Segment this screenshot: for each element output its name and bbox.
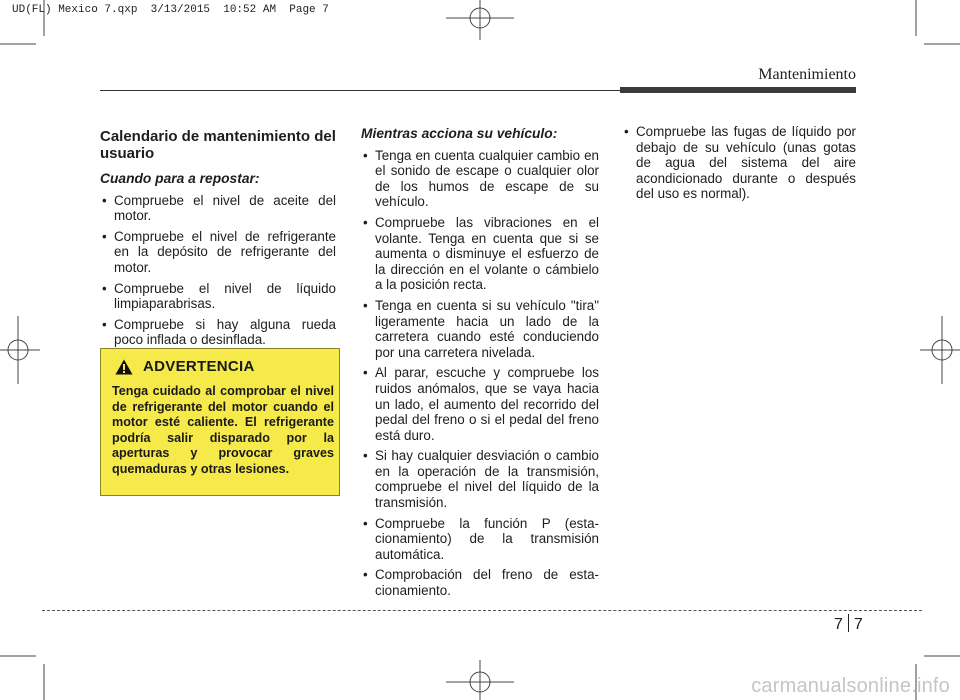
page-number-divider <box>848 614 849 632</box>
print-slug: UD(FL) Mexico 7.qxp 3/13/2015 10:52 AM Page 7 <box>12 4 329 16</box>
column-2 <box>361 126 599 604</box>
header-rule-accent <box>620 87 856 93</box>
subheading-driving: Mientras acciona su vehículo: <box>361 126 558 141</box>
warning-box <box>100 348 340 496</box>
list-item: • Compruebe las fugas de líquido por debajo de su vehículo (unas gotas de agua del sistema del aire acondicionado durante o después del uso es normal). <box>622 124 856 202</box>
list-item: • Compruebe el nivel de líquido limpiaparabrisas. <box>100 281 336 312</box>
chapter-number: 7 <box>834 616 843 633</box>
list-item: • Al parar, escuche y compruebe los ruidos anómalos, que se vaya hacia un lado, el aumento del recorrido del pedal del freno o si el pedal del freno está duro. <box>361 365 599 443</box>
refuel-checklist <box>100 193 336 348</box>
list-item: • Compruebe si hay alguna rueda poco inflada o desinflada. <box>100 317 336 348</box>
warning-header <box>115 358 255 375</box>
warning-text: Tenga cuidado al comprobar el nivel de refrigerante del motor cuando el motor esté caliente. El refrigerante podría salir disparado por la aperturas y provocar graves quemaduras y otras lesiones. <box>112 384 334 476</box>
list-item: • Compruebe el nivel de refrigerante en la depósito de refrigerante del motor. <box>100 229 336 276</box>
subheading-refuel: Cuando para a repostar: <box>100 171 260 186</box>
page-number-value: 7 <box>853 616 863 633</box>
list-item: • Compruebe el nivel de aceite del motor. <box>100 193 336 224</box>
list-item: • Compruebe las vibraciones en el volante. Tenga en cuenta que si se aumenta o disminuye el esfuerzo de la dirección en el volante o cámbielo a la posición recta. <box>361 215 599 293</box>
list-item: • Si hay cualquier desviación o cambio en la operación de la transmisión, compruebe el nivel del líquido de la transmisión. <box>361 448 599 510</box>
page-heading: Calendario de mantenimiento del usuario <box>100 128 336 162</box>
header-rule <box>100 90 620 91</box>
list-item: • Compruebe la función P (esta-cionamiento) de la transmisión automática. <box>361 516 599 563</box>
driving-checklist <box>361 148 599 599</box>
watermark: carmanualsonline.info <box>751 675 950 697</box>
column-1 <box>100 128 336 353</box>
leak-checklist <box>622 124 856 202</box>
footer-rule <box>42 610 922 611</box>
warning-triangle-icon <box>115 359 133 375</box>
column-3 <box>622 124 856 207</box>
page-number <box>834 614 863 634</box>
section-title: Mantenimiento <box>758 66 856 83</box>
list-item: • Tenga en cuenta cualquier cambio en el sonido de escape o cualquier olor de los humos de escape de su vehículo. <box>361 148 599 210</box>
list-item: • Comprobación del freno de esta-cionamiento. <box>361 567 599 598</box>
list-item: • Tenga en cuenta si su vehículo "tira" ligeramente hacia un lado de la carretera cuando esté conduciendo por una carretera nivelada. <box>361 298 599 360</box>
warning-title: ADVERTENCIA <box>143 358 255 375</box>
